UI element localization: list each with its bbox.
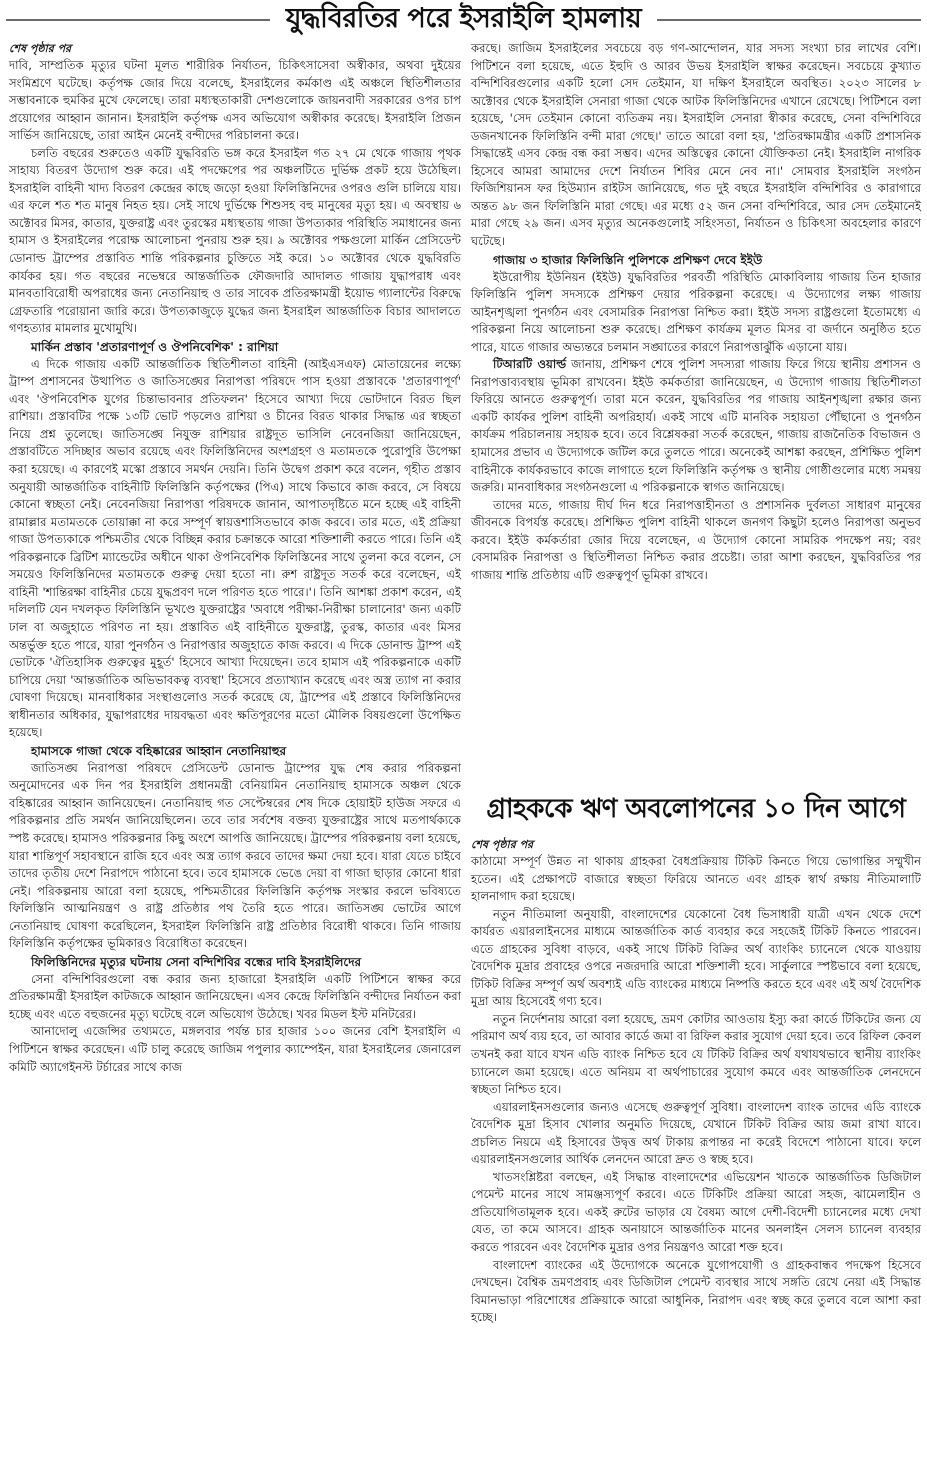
paragraph: আনাদোলু এজেন্সির তথ্যমতে, মঙ্গলবার পর্যন্ত চার হাজার ১০০ জনের বেশি ইসরাইলি এ পিটিশনে স্বাক্ষর করেছেন। এটি চালু করেছে জাজিম পপুলার ক্যাম্পেইন, যারা ইসরাইলের জেনারেল কমিটি অ্যাগেইনস্ট টর্চারের সাথে কাজ: [9, 1024, 461, 1074]
story2-headline: গ্রাহককে ঋণ অবলোপনের ১০ দিন আগে: [486, 794, 906, 824]
paragraph: সেনা বন্দিশিবিরগুলো বন্ধ করার জন্য হাজারো ইসরাইলি একটি পিটিশনে স্বাক্ষর করে প্রতিরক্ষামন্ত্রী ইসরাইল কাটজকে আহ্বান জানিয়েছেন। এসব কেন্দ্রে ফিলিস্তিনি বন্দীদের নির্যাতন করা হচ্ছে এবং এতে বহুজনের মৃত্যু ঘটেছে বলে অভিযোগ উঠেছে। খবর মিডল ইস্ট মনিটরের।: [9, 971, 461, 1021]
paragraph: তাদের মতে, গাজায় দীর্ঘ দিন ধরে নিরাপত্তাহীনতা ও প্রশাসনিক দুর্বলতা সাধারণ মানুষের জীবনকে বিপর্যস্ত করেছে। প্রশিক্ষিত পুলিশ বাহিনী থাকলে জনগণ কিছুটা হলেও নিরাপত্তা অনুভব করবে। ইইউ কর্মকর্তারা জোর দিয়ে বলেছেন, এ উদ্যোগ কোনো সামরিক পদক্ষেপ নয়; বরং বেসামরিক নিরাপত্তা ও স্থিতিশীলতা নিশ্চিত করার প্রচেষ্টা। তারা আশা করছেন, যুদ্ধবিরতির পর গাজায় শান্তি প্রতিষ্ঠায় এটি গুরুত্বপূর্ণ ভূমিকা রাখবে।: [471, 497, 921, 582]
story2: [471, 792, 921, 1327]
subheading-eu-police: গাজায় ৩ হাজার ফিলিস্তিনি পুলিশকে প্রশিক্ষণ দেবে ইইউ: [493, 252, 763, 267]
paragraph: বাংলাদেশ ব্যাংকের এই উদ্যোগকে অনেকে যুগোপযোগী ও গ্রাহকবান্ধব পদক্ষেপ হিসেবে দেখছেন। বৈশ্বিক ভ্রমণপ্রবাহ এবং ডিজিটাল পেমেন্ট ব্যবস্থার সাথে সঙ্গতি রেখে নেয়া এই সিদ্ধান্ত বিমানভাড়া পরিশোধের প্রক্রিয়াকে আরো আধুনিক, নিরাপদ এবং স্বচ্ছ করে তুলবে বলে আশা করা হচ্ছে।: [471, 1257, 921, 1325]
headline-rule-left: [6, 19, 270, 21]
paragraph: এ দিকে গাজায় একটি আন্তর্জাতিক স্থিতিশীলতা বাহিনী (আইএসএফ) মোতায়েনের লক্ষ্যে ট্রাম্প প্রশাসনের উত্থাপিত ও জাতিসঙ্ঘের নিরাপত্তা পরিষদে পাস হওয়া প্রস্তাবকে 'প্রতারণাপূর্ণ' এবং 'ঔপনিবেশিক যুগের চিন্তাভাবনার প্রতিফলন' হিসেবে আখ্যা দিয়ে ভোটদানে বিরত ছিল রাশিয়া। প্রস্তাবটির পক্ষে ১৩টি ভোট পড়লেও রাশিয়া ও চীনের বিরত থাকার সিদ্ধান্ত এর স্বচ্ছতা নিয়ে প্রশ্ন তুলেছে। জাতিসঙ্ঘে নিযুক্ত রাশিয়ার রাষ্ট্রদূত ভাসিলি নেবেনজিয়া জানিয়েছেন, প্রস্তাবটিতে সদিচ্ছার অভাব রয়েছে এবং ফিলিস্তিনিদের অংশগ্রহণ ও মতামতকে পুরোপুরি উপেক্ষা করা হয়েছে। এ কারণেই মস্কো প্রস্তাবে সমর্থন দেয়নি। তিনি উদ্বেগ প্রকাশ করে বলেন, গৃহীত প্রস্তাব অনুযায়ী আন্তর্জাতিক বাহিনীটি ফিলিস্তিনি কর্তৃপক্ষের (পিএ) সাথে কিভাবে কাজ করবে, সে বিষয়ে কোনো স্বচ্ছতা নেই। নেবেনজিয়া নিরাপত্তা পরিষদকে জানান, আপাতদৃষ্টিতে মনে হচ্ছে এই বাহিনী রামাল্লার মতামতকে তোয়াক্কা না করে সম্পূর্ণ স্বায়ত্তশাসিতভাবে কাজ করবে। তার মতে, এই প্রক্রিয়া গাজা উপত্যকাকে পশ্চিমতীর থেকে বিচ্ছিন্ন করার চক্রান্তকে আরো শক্তিশালী করতে পারে। তিনি এই পরিকল্পনাকে ব্রিটিশ ম্যান্ডেটের অধীনে থাকা ঔপনিবেশিক ফিলিস্তিনের সাথে তুলনা করে বলেন, সে সময়েও ফিলিস্তিনিদের মতামতকে গুরুত্ব দেয়া হতো না। রুশ রাষ্ট্রদূত সতর্ক করে বলেছেন, এই বাহিনী 'শান্তিরক্ষা বাহিনীর চেয়ে যুদ্ধপ্রবণ দলে পরিণত হতে পারে।'। তিনি আশঙ্কা প্রকাশ করেন, এই দলিলটি যেন দখলকৃত ফিলিস্তিনি ভূখণ্ডে যুক্তরাষ্ট্রের 'অবাধে পরীক্ষা-নিরীক্ষা চালানোর' জন্য একটি ঢাল বা অজুহাতে পরিণত না হয়। প্রস্তাবিত এই বাহিনীতে যুক্তরাষ্ট্র, তুরস্ক, কাতার এবং মিসর অন্তর্ভুক্ত হতে পারে, যারা পুনর্গঠন ও নিরাপত্তার অজুহাতে কাজ করবে। এ দিকে ডোনাল্ড ট্রাম্প এই ভোটকে 'ঐতিহাসিক গুরুত্বের মুহূর্ত' হিসেবে আখ্যা দিয়েছেন। তবে হামাস এই পরিকল্পনাকে একটি চাপিয়ে দেয়া 'আন্তর্জাতিক অভিভাবকত্ব ব্যবস্থা' হিসেবে প্রত্যাখ্যান করেছে এবং অস্ত্র ত্যাগ না করার ঘোষণা দিয়েছে। মানবাধিকার সংস্থাগুলোও সতর্ক করেছে যে, ট্রাম্পের এই প্রস্তাবে ফিলিস্তিনিদের স্বাধীনতার অধিকার, যুদ্ধাপরাধের দায়বদ্ধতা এবং ক্ষতিপূরণের মতো মৌলিক বিষয়গুলো উপেক্ষিত হয়েছে।: [9, 356, 461, 740]
source-name: টিআরটি ওয়ার্ল্ড: [493, 357, 567, 372]
paragraph-text: জানায়, প্রশিক্ষণ শেষে পুলিশ সদস্যরা গাজায় ফিরে গিয়ে স্থানীয় প্রশাসন ও নিরাপত্তাব্যবস্থায় ভূমিকা রাখবেন। ইইউ কর্মকর্তারা জানিয়েছেন, এ উদ্যোগ গাজায় স্থিতিশীলতা ফিরিয়ে আনতে গুরুত্বপূর্ণ। তারা মনে করেন, যুদ্ধবিরতির পর গাজায় আইনশৃঙ্খলা রক্ষার জন্য একটি কার্যকর পুলিশ বাহিনী অপরিহার্য। একই সাথে এটি মানবিক সহায়তা পৌঁছানো ও পুনর্গঠন কার্যক্রম পরিচালনায় সহায়ক হবে। তবে বিশ্লেষকরা সতর্ক করেছেন, গাজায় রাজনৈতিক বিভাজন ও হামাসের প্রভাব এ উদ্যোগকে জটিল করে তুলতে পারে। অনেকেই আশঙ্কা করছেন, প্রশিক্ষিত পুলিশ বাহিনীকে কার্যকরভাবে কাজে লাগাতে হলে ফিলিস্তিনি কর্তৃপক্ষ ও স্থানীয় গোষ্ঠীগুলোর মধ্যে সমন্বয় জরুরি। মানবাধিকার সংগঠনগুলো এ পরিকল্পনাকে স্বাগত জানিয়েছে।: [471, 357, 921, 495]
subheading-netanyahu: হামাসকে গাজা থেকে বহিষ্কারের আহ্বান নেতানিয়াহুর: [31, 743, 287, 758]
story1-left-column: [9, 40, 461, 1076]
subheading-russia: মার্কিন প্রস্তাব 'প্রতারণাপূর্ণ ও ঔপনিবেশিক' : রাশিয়া: [31, 339, 279, 354]
headline-rule-right: [657, 19, 921, 21]
paragraph: কাঠামো সম্পূর্ণ উন্নত না থাকায় গ্রাহকরা বৈধপ্রক্রিয়ায় টিকিট কিনতে গিয়ে ভোগান্তির সম্মুখীন হতেন। এই প্রেক্ষাপটে বাজারে স্বচ্ছতা ফিরিয়ে আনতে এবং গ্রাহক স্বার্থ রক্ষায় নীতিমালাটি হালনাগাদ করা হয়েছে।: [471, 854, 921, 904]
paragraph: নতুন নির্দেশনায় আরো বলা হয়েছে, ভ্রমণ কোটার আওতায় ইস্যু করা কার্ডে টিকিটের জন্য যে পরিমাণ অর্থ ব্যয় হবে, তা আবার কার্ডে জমা বা রিফিল করার সুযোগ দেয়া হবে। তবে রিফিল কেবল তখনই করা যাবে যখন এডি ব্যাংক নিশ্চিত হবে যে টিকিট বিক্রির অর্থ যথাযথভাবে স্থানীয় ব্যাংকিং চ্যানেলে জমা হয়েছে। এতে অনিয়ম বা অর্থপাচারের সুযোগ কমবে এবং আন্তর্জাতিক লেনদেনে স্বচ্ছতা নিশ্চিত হবে।: [471, 1011, 921, 1097]
paragraph-trt: [471, 356, 921, 496]
paragraph: এয়ারলাইনসগুলোর জন্যও এসেছে গুরুত্বপূর্ণ সুবিধা। বাংলাদেশ ব্যাংক তাদের এডি ব্যাংকে বৈদেশিক মুদ্রা হিসাব খোলার অনুমতি দিয়েছে, যেখানে টিকিট বিক্রির আয় জমা রাখা যাবে। প্রচলিত নিয়মে এই হিসাবের উদ্বৃত্ত অর্থ টাকায় রূপান্তর না করেই বিদেশে পাঠানো যাবে। ফলে এয়ারলাইনসগুলোর আর্থিক লেনদেন আরো দ্রুত ও স্বচ্ছ হবে।: [471, 1099, 921, 1167]
paragraph: জাতিসঙ্ঘ নিরাপত্তা পরিষদে প্রেসিডেন্ট ডোনাল্ড ট্রাম্পের যুদ্ধ শেষ করার পরিকল্পনা অনুমোদনের এক দিন পর ইসরাইলি প্রধানমন্ত্রী বেনিয়ামিন নেতানিয়াহু হামাসকে অঞ্চল থেকে বহিষ্কারের আহ্বান জানিয়েছেন। নেতানিয়াহু গত সেপ্টেম্বরের শেষ দিকে হোয়াইট হাউজ সফরে এ পরিকল্পনার প্রতি সমর্থন জানিয়েছিলেন। তবে তার সর্বশেষ বক্তব্য যুক্তরাষ্ট্রের সাথে মতপার্থক্যকে স্পষ্ট করেছে। হামাসও পরিকল্পনার কিছু অংশে আপত্তি জানিয়েছে। ট্রাম্পের পরিকল্পনায় বলা হয়েছে, যারা শান্তিপূর্ণ সহাবস্থানে রাজি হবে এবং অস্ত্র ত্যাগ করবে তাদের ক্ষমা দেয়া হবে। যারা যেতে চাইবে তাদের তৃতীয় দেশে নিরাপদে পাঠানো হবে। তবে হামাসকে ভেঙে দেয়া বা গাজা ছাড়ার কোনো ধারা নেই। পরিকল্পনায় আরো বলা হয়েছে, পশ্চিমতীরের ফিলিস্তিনি কর্তৃপক্ষ সংস্কার করলে ভবিষ্যতে ফিলিস্তিনি আত্মনিয়ন্ত্রণ ও রাষ্ট্র প্রতিষ্ঠার পথ তৈরি হতে পারে। জাতিসঙ্ঘ ভোটের আগে নেতানিয়াহু ঘোষণা করেছিলেন, ইসরাইল ফিলিস্তিনি রাষ্ট্র প্রতিষ্ঠার বিরোধী থাকবে। তিনি গাজায় ফিলিস্তিনি কর্তৃপক্ষের ভূমিকারও বিরোধিতা করেছেন।: [9, 760, 461, 951]
continued-kicker: শেষ পৃষ্ঠার পর: [9, 42, 72, 55]
story2-body: [471, 836, 921, 1327]
continued-kicker: শেষ পৃষ্ঠার পর: [471, 838, 534, 851]
story1-headline-bar: [0, 0, 927, 40]
paragraph: চলতি বছরের শুরুতেও একটি যুদ্ধবিরতি ভঙ্গ করে ইসরাইল গত ২৭ মে থেকে গাজায় পৃথক সাহায্য বিতরণ উদ্যোগ শুরু করে। এই পদক্ষেপের পর অঞ্চলটিতে দুর্ভিক্ষ প্রকট হয়ে উঠেছিল। ইসরাইলি বাহিনী খাদ্য বিতরণ কেন্দ্রের কাছে জড়ো হওয়া ফিলিস্তিনিদের ওপরও গুলি চালিয়ে যায়। এর ফলে শত শত মানুষ নিহত হয়। সেই সাথে দুর্ভিক্ষে শিশুসহ বহু মানুষের মৃত্যু হয়। এ অবস্থায় ৬ অক্টোবর মিসর, কাতার, যুক্তরাষ্ট্র এবং তুরস্কের মধ্যস্থতায় গাজা উপত্যকার পরিস্থিতি সমাধানের জন্য হামাস ও ইসরাইলের পরোক্ষ আলোচনা পুনরায় শুরু হয়। ৯ অক্টোবর পক্ষগুলো মার্কিন প্রেসিডেন্ট ডোনাল্ড ট্রাম্পের প্রস্তাবিত শান্তি পরিকল্পনার চুক্তিতে সই করে। ১০ অক্টোবর থেকে যুদ্ধবিরতি কার্যকর হয়। গত বছরের নভেম্বরে আন্তর্জাতিক ফৌজদারি আদালত গাজায় যুদ্ধাপরাধ এবং মানবতাবিরোধী অপরাধের জন্য নেতানিয়াহু ও তার সাবেক প্রতিরক্ষামন্ত্রী ইয়োভ গ্যালান্টের বিরুদ্ধে গ্রেফতারি পরোয়ানা জারি করে। উপত্যকাজুড়ে যুদ্ধের জন্য ইসরাইল আন্তর্জাতিক বিচার আদালতে গণহত্যার মামলার মুখোমুখি।: [9, 145, 461, 336]
paragraph: ইউরোপীয় ইউনিয়ন (ইইউ) যুদ্ধবিরতির পরবর্তী পরিস্থিতি মোকাবিলায় গাজায় তিন হাজার ফিলিস্তিনি পুলিশ সদস্যকে প্রশিক্ষণ দেয়ার পরিকল্পনা করেছে। এ উদ্যোগের লক্ষ্য গাজায় আইনশৃঙ্খলা পুনর্গঠন এবং বেসামরিক নিরাপত্তা নিশ্চিত করা। ইইউ সদস্য রাষ্ট্রগুলো ইতোমধ্যে এ পরিকল্পনা নিয়ে আলোচনা শুরু করেছে। প্রশিক্ষণ কার্যক্রম মূলত মিসর বা জর্দানে অনুষ্ঠিত হতে পারে, যাতে গাজার অভ্যন্তরে চলমান সঙ্ঘাতের কারণে নিরাপত্তাঝুঁকি এড়ানো যায়।: [471, 269, 921, 354]
subheading-detention-camps: ফিলিস্তিনিদের মৃত্যুর ঘটনায় সেনা বন্দিশিবির বন্ধের দাবি ইসরাইলিদের: [31, 954, 362, 969]
paragraph: করছে। জাজিম ইসরাইলের সবচেয়ে বড় গণ-আন্দোলন, যার সদস্য সংখ্যা চার লাখের বেশি। পিটিশনে বলা হয়েছে, এতে ইহুদি ও আরব উভয় ইসরাইলি স্বাক্ষর করেছেন। সবচেয়ে কুখ্যাত বন্দিশিবিরগুলোর একটি হলো সেদ তেইমান, যা দক্ষিণ ইসরাইলে অবস্থিত। ২০২৩ সালের ৮ অক্টোবর থেকে ইসরাইলি সেনারা গাজা থেকে আটক ফিলিস্তিনিদের এখানে রেখেছে। পিটিশনে বলা হয়েছে, 'সেদ তেইমান কোনো ব্যতিক্রম নয়। ইসরাইলি সেনারা স্বীকার করেছে, সেনা বন্দিশিবিরে ডজনখানেক ফিলিস্তিনি বন্দী মারা গেছে।' তাতে আরো বলা হয়, 'প্রতিরক্ষামন্ত্রীর একটি প্রশাসনিক সিদ্ধান্তেই এসব কেন্দ্র বন্ধ করা সম্ভব। এদের অস্তিত্বের কোনো যৌক্তিকতা নেই। ইসরাইলি নাগরিক হিসেবে আমরা আমাদের দেশে নির্যাতন শিবির মেনে নেব না।' সোমবার ইসরাইলি সংগঠন ফিজিশিয়ানস ফর হিউম্যান রাইটস জানিয়েছে, গত দুই বছরে ইসরাইলি বন্দিশিবির ও কারাগারে অন্তত ৯৮ জন ফিলিস্তিনি মারা গেছে। এর মধ্যে ৫২ জন সেনা বন্দিশিবিরে, আর সেদ তেইমানেই মারা গেছে ২৯ জন। এসব মৃত্যুর অনেকগুলোই সহিংসতা, নির্যাতন ও চিকিৎসা অবহেলার কারণে ঘটেছে।: [471, 41, 922, 249]
paragraph: নতুন নীতিমালা অনুযায়ী, বাংলাদেশের যেকোনো বৈধ ভিসাধারী যাত্রী এখন থেকে দেশে কার্যরত এয়ারলাইনসের মাধ্যমে আন্তর্জাতিক কার্ড ব্যবহার করে সহজেই টিকিট কিনতে পারবেন। এতে গ্রাহকের সুবিধা বাড়বে, একই সাথে টিকিট বিক্রির অর্থ ব্যাংকিং চ্যানেলে থেকে যাওয়ায় বৈদেশিক মুদ্রার প্রবাহের ওপরে নজরদারি আরো শক্তিশালী হবে। সার্কুলারে স্পষ্টভাবে বলা হয়েছে, টিকিট বিক্রির সম্পূর্ণ অর্থ অবশ্যই এডি ব্যাংকের মাধ্যমে নিষ্পত্তি করতে হবে এবং এই অর্থ বৈদেশিক মুদ্রা আয় হিসেবেই গণ্য হবে।: [471, 906, 921, 1009]
paragraph: খাতসংশ্লিষ্টরা বলছেন, এই সিদ্ধান্ত বাংলাদেশের এভিয়েশন খাতকে আন্তর্জাতিক ডিজিটাল পেমেন্ট মানের সাথে সামঞ্জস্যপূর্ণ করবে। এতে টিকিটিং প্রক্রিয়া আরো সহজ, ঝামেলাহীন ও প্রতিযোগিতামূলক হবে। একই রুটের ভাড়ার যে বৈষম্য আগে দেশী-বিদেশী চ্যানেলের মধ্যে দেখা যেত, তা কমে আসবে। গ্রাহক অনায়াসে আন্তর্জাতিক মানের অনলাইন সেলস চ্যানেল ব্যবহার করতে পারবেন এবং বৈদেশিক মুদ্রার ওপর নিয়ন্ত্রণও আরো শক্ত হবে।: [471, 1169, 921, 1255]
story1-right-column: [471, 40, 921, 584]
story1-headline: যুদ্ধবিরতির পরে ইসরাইলি হামলায়: [285, 2, 642, 34]
paragraph: দাবি, সাম্প্রতিক মৃত্যুর ঘটনা মূলত শারীরিক নির্যাতন, চিকিৎসাসেবা অস্বীকার, অথবা দুইয়ের সংমিশ্রণে ঘটেছে। কর্তৃপক্ষ জোর দিয়ে বলেছে, ইসরাইলের কর্মকাণ্ড এই অঞ্চলে স্থিতিশীলতার সম্ভাবনাকে হুমকির মুখে ফেলেছে। তারা মধ্যস্থতাকারী দেশগুলোকে জায়নবাদী সরকারের ওপর চাপ প্রয়োগের আহ্বান জানান। ইসরাইলি কর্তৃপক্ষ এসব অভিযোগ অস্বীকার করেছে। ইসরাইলি প্রিজন সার্ভিস জানিয়েছে, তারা আইন মেনেই বন্দীদের পরিচালনা করে।: [9, 58, 461, 143]
